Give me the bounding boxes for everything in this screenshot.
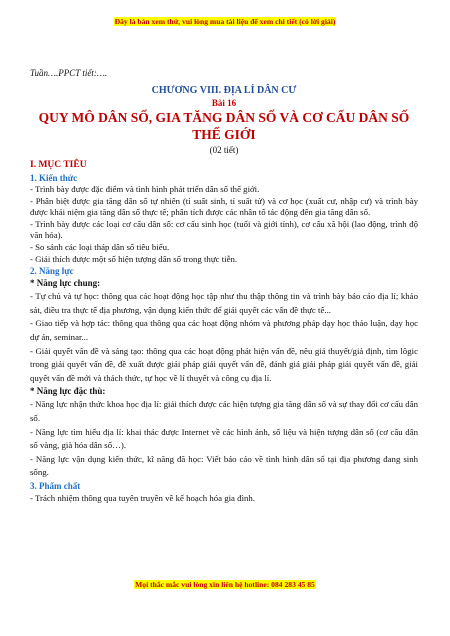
preview-banner-text: Đây là bản xem thử, vui lòng mua tài liệu để xem chi tiết (có lời giải) [114, 17, 336, 26]
knowledge-item: - Giải thích được một số hiện tượng dân số trong thực tiễn. [30, 253, 238, 264]
specific-competence-item: - Năng lực nhận thức khoa học địa lí: giải thích được các hiện tượng gia tăng dân số và sự thay đổi cơ cấu dân số. [30, 399, 418, 423]
knowledge-heading: 1. Kiến thức [30, 173, 78, 183]
document-body [30, 68, 418, 505]
quality-item: - Trách nhiệm thông qua tuyên truyền về kế hoạch hóa gia đình. [30, 492, 256, 503]
lesson-number: Bài 16 [211, 98, 237, 108]
hotline-footer-text: Mọi thắc mắc vui lòng xin liên hệ hotline: 084 283 45 85 [135, 580, 315, 589]
hotline-footer [0, 580, 450, 589]
ppct-line: Tuần….PPCT tiết:…. [30, 68, 108, 78]
section-objectives-heading: I. MỤC TIÊU [30, 160, 87, 170]
knowledge-item: - Trình bày được các loại cơ cấu dân số: cơ cấu sinh học (tuổi và giới tính), cơ cấu xã hội (lao động, trình độ văn hóa). [30, 218, 418, 241]
competence-heading: 2. Năng lực [30, 266, 74, 277]
knowledge-item: - Trình bày được đặc điểm và tình hình phát triển dân số thế giới. [30, 184, 260, 194]
general-competence-item: - Giao tiếp và hợp tác: thông qua thông qua các hoạt động nhóm và phương pháp dạy học thảo luận, dạy học dự án, seminar... [30, 318, 418, 342]
quality-heading: 3. Phẩm chất [30, 480, 81, 491]
lesson-title: QUY MÔ DÂN SỐ, GIA TĂNG DÂN SỐ VÀ CƠ CẤU DÂN SỐ THẾ GIỚI [38, 110, 410, 142]
knowledge-item: - Phân biệt được gia tăng dân số tự nhiên (tỉ suất sinh, tỉ suất tử) và cơ học (xuất cư, nhập cư) và trình bày được khái niệm gia tăng dân số thực tế; phân tích được các nhân tố tác động đến gia tăng dân số. [30, 195, 418, 218]
general-competence-item: - Giải quyết vấn đề và sáng tạo: thông qua các hoạt động phát hiện vấn đề, nêu giả thuyết/giả định, tìm lôgic trong giải quyết vấn đề, đề xuất được giải pháp giải quyết vấn đề, đánh giá giải pháp giải quyết vấn đề, giải quyết vấn đề mới và thách thức, tự học về lí thuyết và công cụ địa lí. [30, 345, 418, 383]
general-competence-heading: * Năng lực chung: [30, 278, 101, 289]
specific-competence-item: - Năng lực vận dụng kiến thức, kĩ năng đã học: Viết báo cáo về tình hình dân số tại địa phương đang sinh sống. [30, 453, 418, 478]
specific-competence-heading: * Năng lực đặc thù: [30, 386, 106, 397]
chapter-heading: CHƯƠNG VIII. ĐỊA LÍ DÂN CƯ [151, 85, 297, 96]
periods-note: (02 tiết) [209, 145, 239, 155]
specific-competence-item: - Năng lực tìm hiểu địa lí: khai thác được Internet về các hình ảnh, số liệu và hiện tượng dân số (cơ cấu dân số vàng, già hóa dân số…). [30, 426, 418, 451]
knowledge-item: - So sánh các loại tháp dân số tiêu biểu. [30, 241, 170, 252]
preview-banner [0, 17, 450, 26]
general-competence-item: - Tự chủ và tự học: thông qua các hoạt động học tập như thu thập thông tin và trình bày báo cáo địa lí; khảo sát, điều tra thực tế địa phương, vận dụng kiến thức để giải quyết các vấn đề thực tế... [30, 291, 418, 315]
